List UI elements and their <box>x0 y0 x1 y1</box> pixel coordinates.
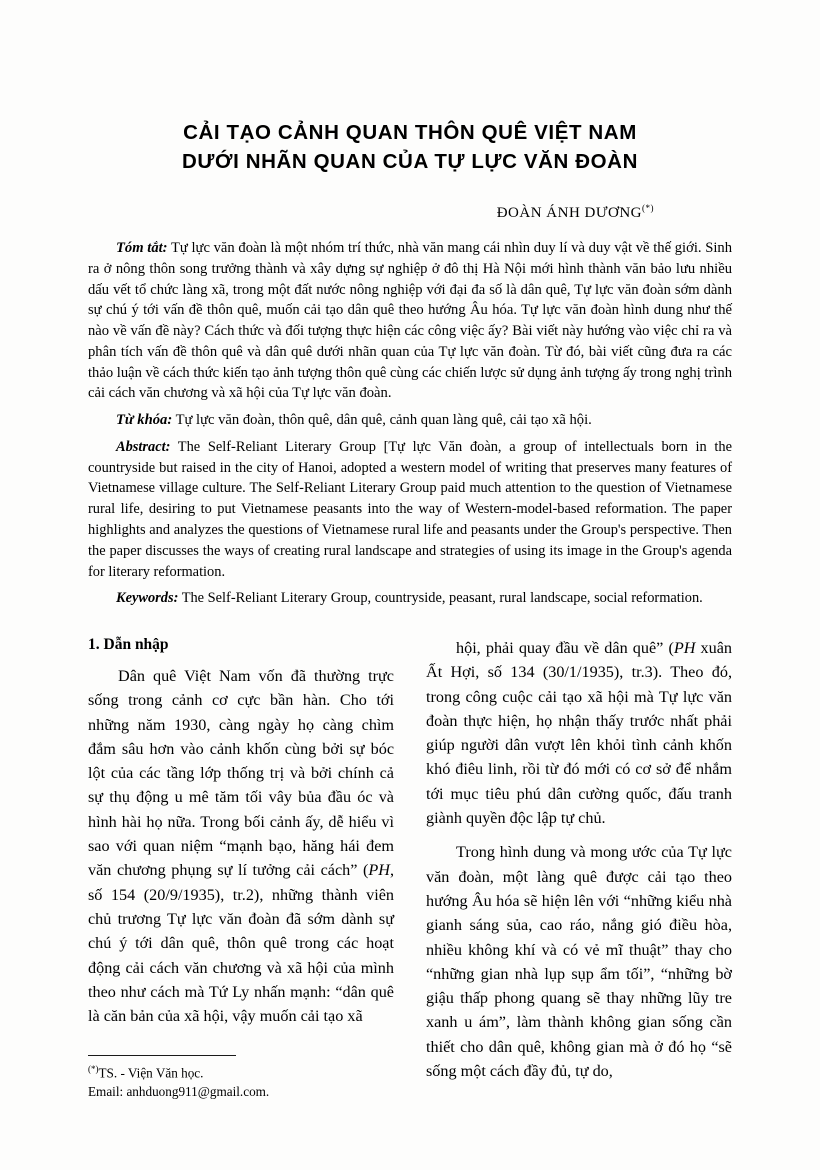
page-title-line-2: DƯỚI NHÃN QUAN CỦA TỰ LỰC VĂN ĐOÀN <box>182 150 638 174</box>
body-columns <box>88 636 732 1106</box>
keywords-vietnamese <box>88 410 732 431</box>
footnote-block <box>88 1055 394 1101</box>
right-column <box>426 636 732 1106</box>
right-para1-part-b: xuân Ất Hợi, số 134 (30/1/1935), tr.3). Theo đó, trong công cuộc cải tạo xã hội mà Tự lực văn đoàn thực hiện, họ nhận thấy trước nhất phải giúp người dân vượt lên khỏi tình cảnh khốn khó điêu linh, rồi từ đó mới có cơ sở để nhắm tới mục tiêu phú dân cường quốc, đấu tranh giành quyền độc lập tự chủ. <box>426 639 733 828</box>
keywords-vietnamese-text: Tự lực văn đoàn, thôn quê, dân quê, cảnh quan làng quê, cải tạo xã hội. <box>172 411 592 428</box>
title-block <box>0 0 820 222</box>
keywords-english-label: Keywords: <box>116 589 179 606</box>
right-column-paragraph-2: Trong hình dung và mong ước của Tự lực văn đoàn, một làng quê được cải tạo theo hướng Âu hóa sẽ hiện lên với “những kiểu nhà gianh sáng sủa, cao ráo, nắng gió điều hòa, nhiều không khí và có vẻ mĩ thuật” thay cho “những gian nhà lụp sụp ẩm tối”, “những bờ giậu thấp phong quang sẽ thay những lũy tre xanh u ám”, làm thành không gian sống cần thiết cho dân quê, không gian mà ở đó họ “sẽ sống một cách đầy đủ, tự do, <box>426 843 732 1081</box>
footnote-separator-rule <box>88 1055 236 1056</box>
footnote-marker: (*) <box>88 1064 99 1074</box>
page-title-line-1: CẢI TẠO CẢNH QUAN THÔN QUÊ VIỆT NAM <box>183 121 637 144</box>
keywords-vietnamese-label: Từ khóa: <box>116 411 173 428</box>
abstract-english-label: Abstract: <box>116 438 171 455</box>
left-para1-part-a: Dân quê Việt Nam vốn đã thường trực sống trong cảnh cơ cực bần hàn. Cho tới những năm 1930, càng ngày họ càng chìm đắm sâu hơn vào cảnh khốn cùng bởi sự bóc lột của các tầng lớp thống trị và bởi chính cả sự thụ động u mê tăm tối vây bủa đầu óc và hình hài họ nữa. Trong bối cảnh ấy, dễ hiểu vì sao với quan niệm “mạnh bạo, hăng hái đem văn chương phụng sự lí tưởng cải cách” ( <box>88 667 394 880</box>
abstract-section <box>0 222 820 608</box>
author-name: ĐOÀN ÁNH DƯƠNG <box>496 205 642 222</box>
footnote-line-1 <box>88 1063 394 1083</box>
right-column-paragraph-1 <box>426 636 732 830</box>
left-para1-citation-source: PH <box>368 861 390 880</box>
right-para1-citation-source: PH <box>673 639 696 657</box>
abstract-english <box>88 437 732 583</box>
left-para1-part-b: , số 154 (20/9/1935), tr.2), những thành viên chủ trương Tự lực văn đoàn đã sớm dành sự chú ý tới dân quê, thôn quê trong các hoạt động cải cách văn chương và xã hội của mình theo như cách mà Tứ Ly nhấn mạnh: “dân quê là căn bản của xã hội, vậy muốn cải tạo xã <box>88 861 394 1026</box>
abstract-english-text: The Self-Reliant Literary Group [Tự lực Văn đoàn, a group of intellectuals born in the countryside but raised in the city of Hanoi, adopted a western model of writing that preserves many features of Vietnamese village culture. The Self-Reliant Literary Group paid much attention to the question of Vietnamese rural life, desiring to put Vietnamese peasants into the way of Western-model-based reformation. The paper highlights and analyzes the questions of Vietnamese rural life and peasants under the Group's perspective. Then the paper discusses the ways of creating rural landscape and strategies of using its image in the Group's agenda for literary reformation. <box>88 438 732 580</box>
author-footnote-marker: (*) <box>642 203 654 214</box>
abstract-vietnamese-text: Tự lực văn đoàn là một nhóm trí thức, nhà văn mang cái nhìn duy lí và duy vật về thế giới. Sinh ra ở nông thôn song trưởng thành và xây dựng sự nghiệp ở đô thị Hà Nội mới hình thành văn bảo lưu nhiều dấu vết tổ chức làng xã, trong một đất nước nông nghiệp với đại đa số là dân quê, Tự lực văn đoàn sớm dành sự chú ý tới vấn đề thôn quê, muốn cải tạo dân quê theo hướng Âu hóa. Tự lực văn đoàn hình dung như thế nào về vấn đề này? Cách thức và đối tượng thực hiện các công việc ấy? Bài viết này hướng vào việc chỉ ra và phân tích vấn đề thôn quê và dân quê dưới nhãn quan của Tự lực văn đoàn. Từ đó, bài viết cũng đưa ra các thảo luận về cách thức kiến tạo ảnh tượng thôn quê cùng các chiến lược sử dụng ảnh tượng ấy trong nghị trình cải cách văn chương và xã hội của Tự lực văn đoàn. <box>88 240 732 402</box>
left-column <box>88 636 394 1106</box>
abstract-vietnamese <box>88 238 732 404</box>
keywords-english-text: The Self-Reliant Literary Group, countryside, peasant, rural landscape, social reformation. <box>178 589 703 606</box>
keywords-english <box>88 588 732 609</box>
footnote-affiliation: TS. - Viện Văn học. <box>98 1065 204 1081</box>
left-column-paragraph-1 <box>88 664 394 1028</box>
footnote-line-2: Email: anhduong911@gmail.com. <box>88 1083 270 1099</box>
abstract-vietnamese-label: Tóm tắt: <box>116 240 168 257</box>
right-para1-part-a: hội, phải quay đầu về dân quê” ( <box>456 639 674 657</box>
author-byline <box>78 203 742 222</box>
section-heading-1: 1. Dẫn nhập <box>88 636 169 653</box>
